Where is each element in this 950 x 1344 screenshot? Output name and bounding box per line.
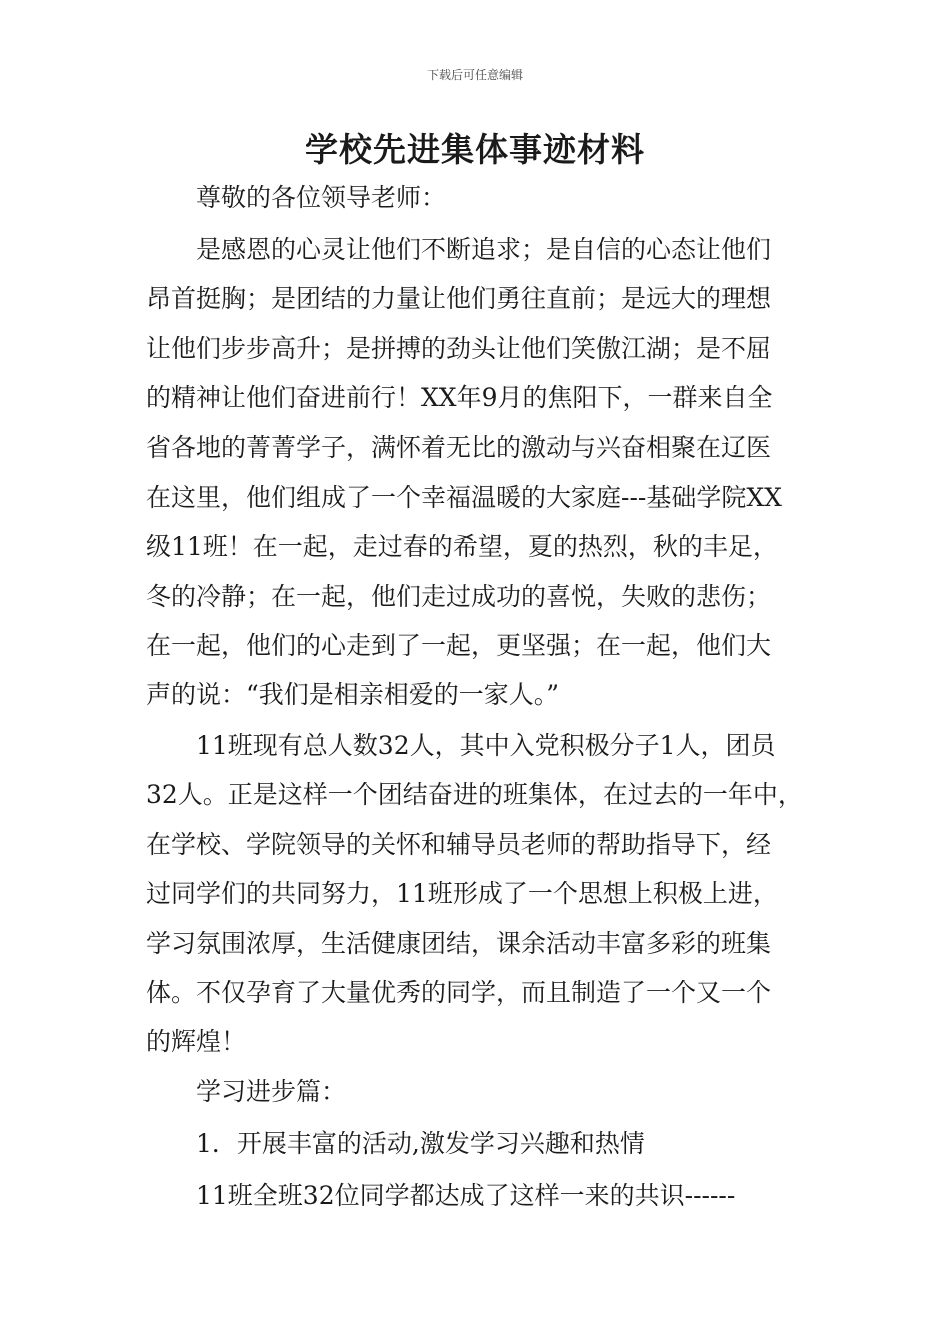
salutation: 尊敬的各位领导老师： [196,183,447,212]
paragraph1-line-1: 是感恩的心灵让他们不断追求；是自信的心态让他们 [196,235,772,264]
header-note: 下载后可任意编辑 [426,68,523,82]
paragraph2-line-3: 在学校、学院领导的关怀和辅导员老师的帮助指导下，经 [146,830,772,859]
paragraph1-line-6: 在这里，他们组成了一个幸福温暖的大家庭---基础学院XX [146,483,782,512]
paragraph1-line-3: 让他们步步高升；是拼搏的劲头让他们笑傲江湖；是不屈 [146,334,772,363]
paragraph2-line-6: 体。不仅孕育了大量优秀的同学，而且制造了一个又一个 [146,978,772,1007]
paragraph1-line-10: 声的说：“我们是相亲相爱的一家人。” [146,680,560,709]
paragraph1-line-2: 昂首挺胸；是团结的力量让他们勇往直前；是远大的理想 [146,284,772,313]
paragraph1-line-4: 的精神让他们奋进前行！XX年9月的焦阳下，一群来自全 [146,383,773,412]
paragraph2-line-5: 学习氛围浓厚，生活健康团结，课余活动丰富多彩的班集 [146,929,772,958]
paragraph1-line-9: 在一起，他们的心走到了一起，更坚强；在一起，他们大 [146,631,772,660]
paragraph1-line-8: 冬的冷静；在一起，他们走过成功的喜悦，失败的悲伤； [146,582,772,611]
paragraph2-line-7: 的辉煌！ [146,1027,247,1056]
closing-line: 11班全班32位同学都达成了这样一来的共识------ [196,1181,736,1210]
section-heading: 学习进步篇： [196,1077,347,1106]
paragraph2-line-1: 11班现有总人数32人，其中入党积极分子1人，团员 [196,731,776,760]
paragraph2-line-2: 32人。正是这样一个团结奋进的班集体，在过去的一年中， [146,780,803,809]
list-item-1: 1．开展丰富的活动,激发学习兴趣和热情 [196,1129,645,1158]
document-title: 学校先进集体事迹材料 [305,130,645,169]
paragraph2-line-4: 过同学们的共同努力，11班形成了一个思想上积极上进， [146,879,778,908]
paragraph1-line-5: 省各地的菁菁学子，满怀着无比的激动与兴奋相聚在辽医 [146,433,772,462]
paragraph1-line-7: 级11班！在一起，走过春的希望，夏的热烈，秋的丰足， [146,532,778,561]
